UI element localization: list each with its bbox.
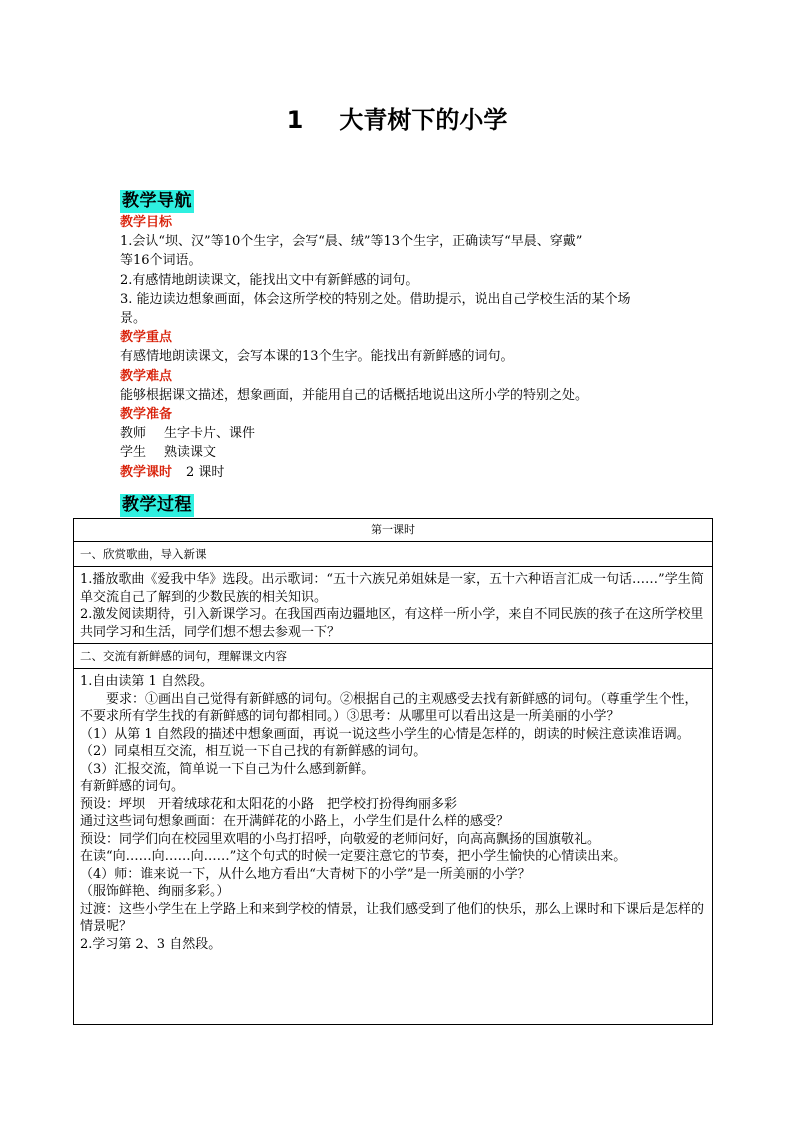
goal-line: 景。: [120, 311, 147, 327]
content-line: （4）师：谁来说一下，从什么地方看出“大青树下的小学”是一所美丽的小学？: [80, 866, 531, 882]
goals-label: 教学目标: [120, 215, 173, 230]
difficulties-label: 教学难点: [120, 368, 173, 384]
hours-label: 教学课时: [120, 464, 173, 480]
content-line: 通过这些词句想象画面：在开满鲜花的小路上，小学生们是什么样的感受？: [80, 814, 510, 829]
content-line: 1.播放歌曲《爱我中华》选段。出示歌词：“五十六族兄弟姐妹是一家，五十六种语言汇成一句话……”学生简单交流自己了解到的少数民族的相关知识。: [80, 572, 704, 605]
content-line: 2.学习第 2、3 自然段。: [80, 936, 222, 952]
goal-line: 2.有感情地朗读课文，能找出文中有新鲜感的词句。: [120, 272, 419, 288]
content-line: 预设：同学们向在校园里欢唱的小鸟打招呼，向敬爱的老师问好，向高高飘扬的国旗敬礼。: [80, 831, 601, 847]
preparation-label: 教学准备: [120, 407, 173, 423]
page-title: [0, 100, 794, 140]
goal-line: 3. 能边读边想象画面，体会这所学校的特别之处。借助提示，说出自己学校生活的某个场: [120, 291, 631, 307]
goal-line: 1.会认“坝、汉”等10个生字，会写“晨、绒”等13个生字，正确读写“早晨、穿戴”: [120, 234, 583, 250]
content-line: 有新鲜感的词句。: [80, 779, 185, 794]
section-2-title: 二、交流有新鲜感的词句，理解课文内容: [74, 644, 712, 669]
hours-value: 2 课时: [186, 464, 225, 480]
teacher-prep: [120, 424, 680, 443]
process-heading-wrap: [120, 494, 194, 517]
key-points-label: 教学重点: [120, 330, 173, 346]
lesson-title: 大青树下的小学: [339, 106, 508, 134]
teacher-items: 生字卡片、课件: [164, 426, 256, 442]
lesson-period-title: 第一课时: [74, 519, 712, 542]
content-line: （3）汇报交流，简单说一下自己为什么感到新鲜。: [80, 761, 375, 777]
content-line: 要求：①画出自己觉得有新鲜感的词句。②根据自己的主观感受去找有新鲜感的词句。（尊重学生个性，不要求所有学生找的有新鲜感的词句都相同。）③思考：从哪里可以看出这是一所美丽的小学？: [80, 691, 698, 724]
content-line: 预设：坪坝 开着绒球花和太阳花的小路 把学校打扮得绚丽多彩: [80, 796, 458, 812]
content-line: （服饰鲜艳、绚丽多彩。）: [80, 884, 230, 899]
content-line: 过渡：这些小学生在上学路上和来到学校的情景，让我们感受到了他们的快乐，那么上课时和下课后是怎样的情景呢？: [80, 901, 705, 934]
difficulties-text: 能够根据课文描述，想象画面，并能用自己的话概括地说出这所小学的特别之处。: [120, 387, 589, 403]
content-line: （2）同桌相互交流，相互说一下自己找的有新鲜感的词句。: [80, 744, 427, 759]
content-line: 在读“向……向……向……”这个句式的时候一定要注意它的节奏，把小学生愉快的心情读出来。: [80, 849, 627, 864]
section-1-content: [74, 567, 712, 644]
process-table: [73, 518, 713, 1025]
key-points-text: 有感情地朗读课文，会写本课的13个生字。能找出有新鲜感的词句。: [120, 349, 514, 365]
teaching-guide-heading: 教学导航: [122, 191, 192, 211]
section-2-content: [74, 669, 712, 955]
content-line: 1.自由读第 1 自然段。: [80, 674, 213, 689]
section-1-title: 一、欣赏歌曲，导入新课: [74, 542, 712, 567]
content-line: 2.激发阅读期待，引入新课学习。在我国西南边疆地区，有这样一所小学，来自不同民族的孩子在这所学校里共同学习和生活，同学们想不想去参观一下？: [80, 607, 704, 640]
hours-row: [120, 463, 680, 482]
student-label: 学生: [120, 445, 147, 461]
student-items: 熟读课文: [164, 445, 217, 461]
content-line: （1）从第 1 自然段的描述中想象画面，再说一说这些小学生的心情是怎样的，朗读的时候注意读准语调。: [80, 726, 690, 742]
student-prep: [120, 443, 680, 462]
goal-line: 等16个词语。: [120, 253, 202, 269]
teaching-guide: [120, 190, 680, 482]
teacher-label: 教师: [120, 426, 147, 442]
process-heading: 教学过程: [122, 495, 192, 515]
lesson-number: 1: [286, 106, 304, 134]
